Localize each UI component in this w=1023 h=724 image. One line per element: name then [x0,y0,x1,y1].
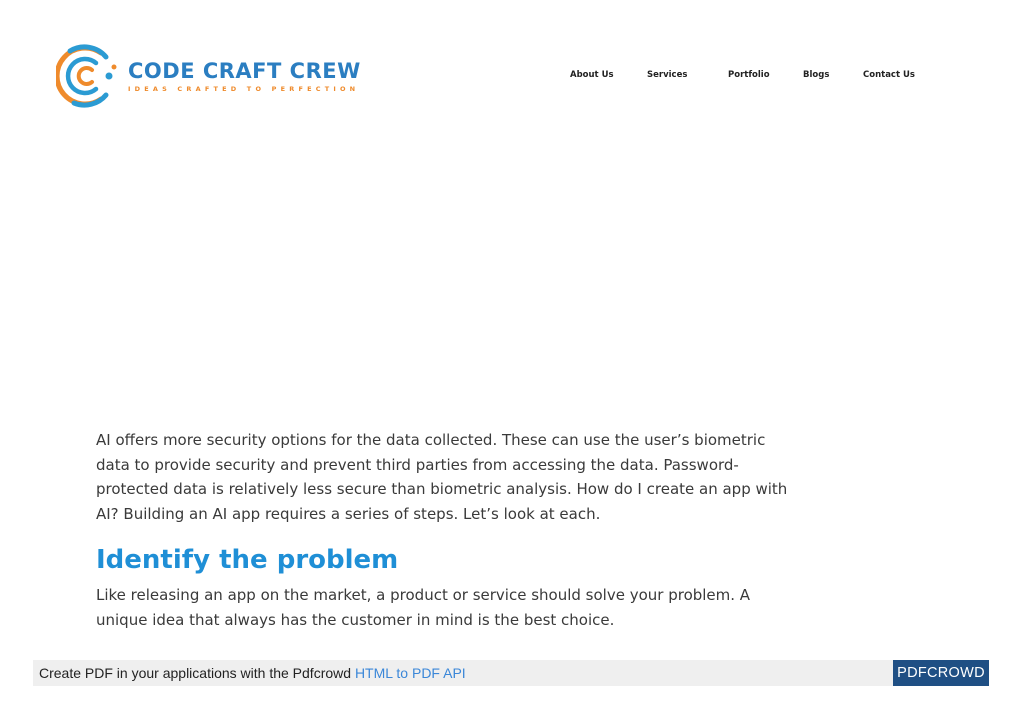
logo[interactable] [56,43,361,109]
section-paragraph: Like releasing an app on the market, a product or service should solve your problem. A unique idea that always has the customer in mind is the best choice. [96,586,751,629]
nav-services[interactable]: Services [647,70,688,80]
html-to-pdf-api-link[interactable]: HTML to PDF API [354,665,466,681]
logo-tagline: IDEAS CRAFTED TO PERFECTION [128,84,360,93]
pdfcrowd-brand-button[interactable]: PDFCROWD [893,660,989,686]
section-heading: Identify the problem [96,545,399,576]
footer-text [39,665,466,681]
pdfcrowd-footer [33,660,989,686]
intro-paragraph: AI offers more security options for the data collected. These can use the user’s biometric data to provide security and prevent third parties from accessing the data. Password-protected data is relatively less secure than biometric analysis. How do I create an app with AI? Building an AI app requires a series of steps. Let’s look at each. [96,431,788,523]
nav-blogs[interactable]: Blogs [803,70,830,80]
article-content [96,428,796,633]
nav-portfolio[interactable]: Portfolio [728,70,770,80]
nav-about-us[interactable]: About Us [570,70,614,80]
logo-title: CODE CRAFT CREW [128,58,361,83]
nav-contact-us[interactable]: Contact Us [863,70,915,80]
code-craft-crew-logo-icon [56,43,118,109]
footer-message: Create PDF in your applications with the Pdfcrowd [39,665,355,681]
